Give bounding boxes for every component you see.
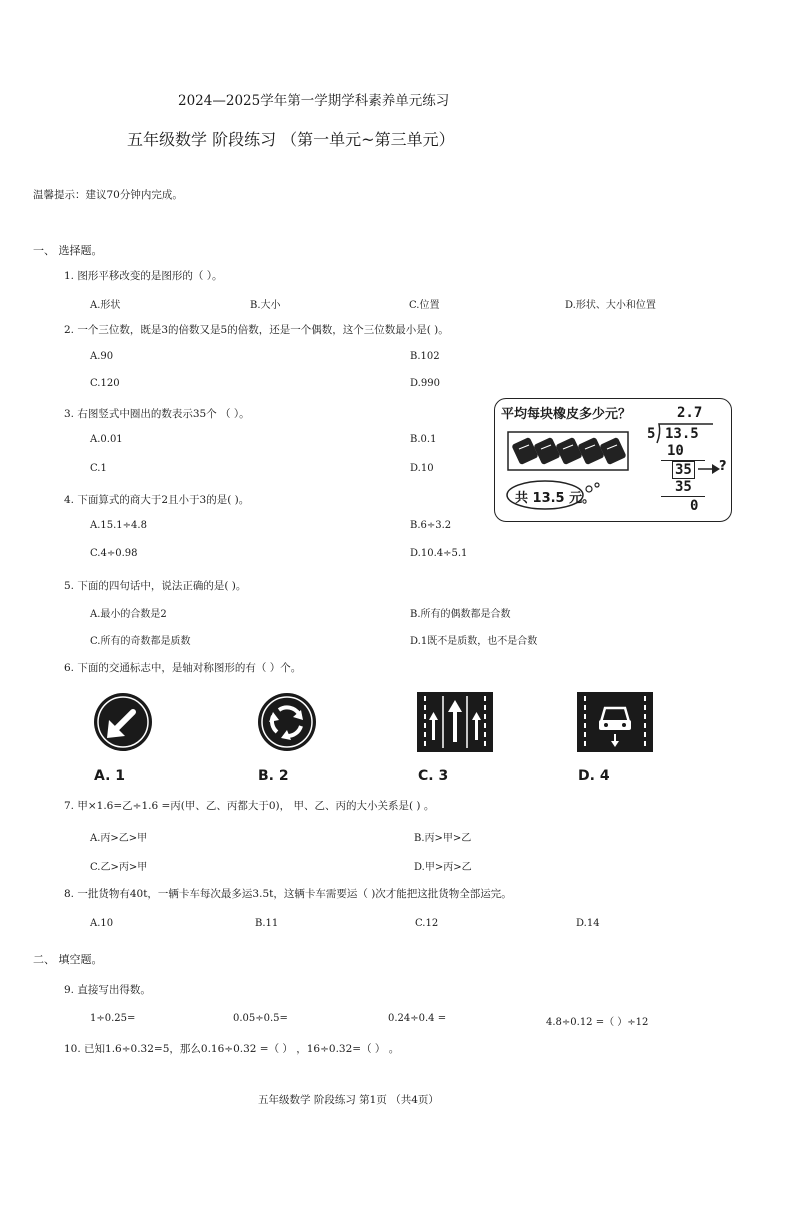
q7-option-d: D.甲>丙>乙 <box>414 862 472 873</box>
section-heading-fill: 二、 填空题。 <box>33 953 103 966</box>
q8-option-a: A.10 <box>90 918 114 929</box>
figure-question: 平均每块橡皮多少元？ <box>501 407 632 422</box>
q6-option-c: C. 3 <box>418 768 449 784</box>
question-7: 7. 甲×1.6=乙÷1.6 =丙(甲、乙、丙都大于0)， 甲、乙、丙的大小关系是( ) 。 <box>64 800 435 812</box>
q4-option-a: A.15.1÷4.8 <box>90 520 147 531</box>
lanes-sign-icon <box>417 692 493 752</box>
q7-option-a: A.丙>乙>甲 <box>90 833 148 844</box>
exam-subtitle: 五年级数学 阶段练习 （第一单元~第三单元） <box>127 130 455 149</box>
question-mark: ? <box>719 459 727 474</box>
q8-option-d: D.14 <box>576 918 600 929</box>
question-10: 10. 已知1.6÷0.32=5，那么0.16÷0.32 =（ ） ，16÷0.32=（ ） 。 <box>64 1043 400 1055</box>
tip-text: 温馨提示：建议70分钟内完成。 <box>33 189 183 201</box>
q2-option-d: D.990 <box>410 378 440 389</box>
question-2: 2. 一个三位数，既是3的倍数又是5的倍数，还是一个偶数，这个三位数最小是( )。 <box>64 324 449 336</box>
q5-option-c: C.所有的奇数都是质数 <box>90 636 191 647</box>
q1-option-d: D.形状、大小和位置 <box>565 300 656 311</box>
division-line-2 <box>661 496 705 497</box>
division-step3: 35 <box>675 479 692 495</box>
figure-total: 共 13.5 元。 <box>515 491 596 506</box>
q4-option-d: D.10.4÷5.1 <box>410 548 468 559</box>
q1-option-b: B.大小 <box>250 300 281 311</box>
q3-option-a: A.0.01 <box>90 434 123 445</box>
car-lane-sign-icon <box>577 692 653 752</box>
q3-option-c: C.1 <box>90 463 107 474</box>
question-9: 9. 直接写出得数。 <box>64 984 151 996</box>
question-1: 1. 图形平移改变的是图形的（ ）。 <box>64 270 223 282</box>
q2-option-b: B.102 <box>410 351 440 362</box>
section-heading-choice: 一、 选择题。 <box>33 244 103 257</box>
q7-option-b: B.丙>甲>乙 <box>414 833 472 844</box>
q3-option-d: D.10 <box>410 463 434 474</box>
q2-option-c: C.120 <box>90 378 120 389</box>
arrow-right-icon <box>698 463 720 475</box>
division-figure <box>494 398 732 522</box>
q5-option-a: A.最小的合数是2 <box>90 609 167 620</box>
exam-title: 2024—2025学年第一学期学科素养单元练习 <box>178 93 450 109</box>
page-footer: 五年级数学 阶段练习 第1页 （共4页） <box>258 1094 439 1106</box>
q3-option-b: B.0.1 <box>410 434 437 445</box>
division-divisor: 5 <box>647 426 656 442</box>
q8-option-c: C.12 <box>415 918 439 929</box>
q8-option-b: B.11 <box>255 918 279 929</box>
q9-item-1: 1÷0.25= <box>90 1013 136 1024</box>
q6-option-b: B. 2 <box>258 768 289 784</box>
erasers-icon <box>507 431 629 471</box>
q6-option-d: D. 4 <box>578 768 610 784</box>
q9-item-3: 0.24÷0.4 = <box>388 1013 447 1024</box>
division-circled-step2: 35 <box>672 461 695 479</box>
q9-item-2: 0.05÷0.5= <box>233 1013 288 1024</box>
q4-option-b: B.6÷3.2 <box>410 520 452 531</box>
q1-option-a: A.形状 <box>90 300 121 311</box>
q1-option-c: C.位置 <box>409 300 440 311</box>
question-5: 5. 下面的四句话中，说法正确的是( )。 <box>64 580 247 592</box>
question-8: 8. 一批货物有40t，一辆卡车每次最多运3.5t，这辆卡车需要运（ )次才能把这批货物全部运完。 <box>64 888 512 900</box>
division-remainder: 0 <box>690 498 699 514</box>
roundabout-sign-icon <box>257 692 317 752</box>
division-dividend: 13.5 <box>665 426 699 442</box>
q2-option-a: A.90 <box>90 351 114 362</box>
question-6: 6. 下面的交通标志中，是轴对称图形的有（ ）个。 <box>64 662 302 674</box>
q9-item-4: 4.8÷0.12 =（ ）÷12 <box>546 1017 649 1028</box>
q5-option-d: D.1既不是质数，也不是合数 <box>410 636 538 647</box>
question-4: 4. 下面算式的商大于2且小于3的是( )。 <box>64 494 250 506</box>
q7-option-c: C.乙>丙>甲 <box>90 862 148 873</box>
division-quotient: 2.7 <box>677 405 703 421</box>
division-step1: 10 <box>667 443 684 459</box>
q4-option-c: C.4÷0.98 <box>90 548 138 559</box>
q6-option-a: A. 1 <box>94 768 126 784</box>
q5-option-b: B.所有的偶数都是合数 <box>410 609 511 620</box>
arrow-down-left-sign-icon <box>93 692 153 752</box>
question-3: 3. 右图竖式中圈出的数表示35个 （ ）。 <box>64 408 250 420</box>
